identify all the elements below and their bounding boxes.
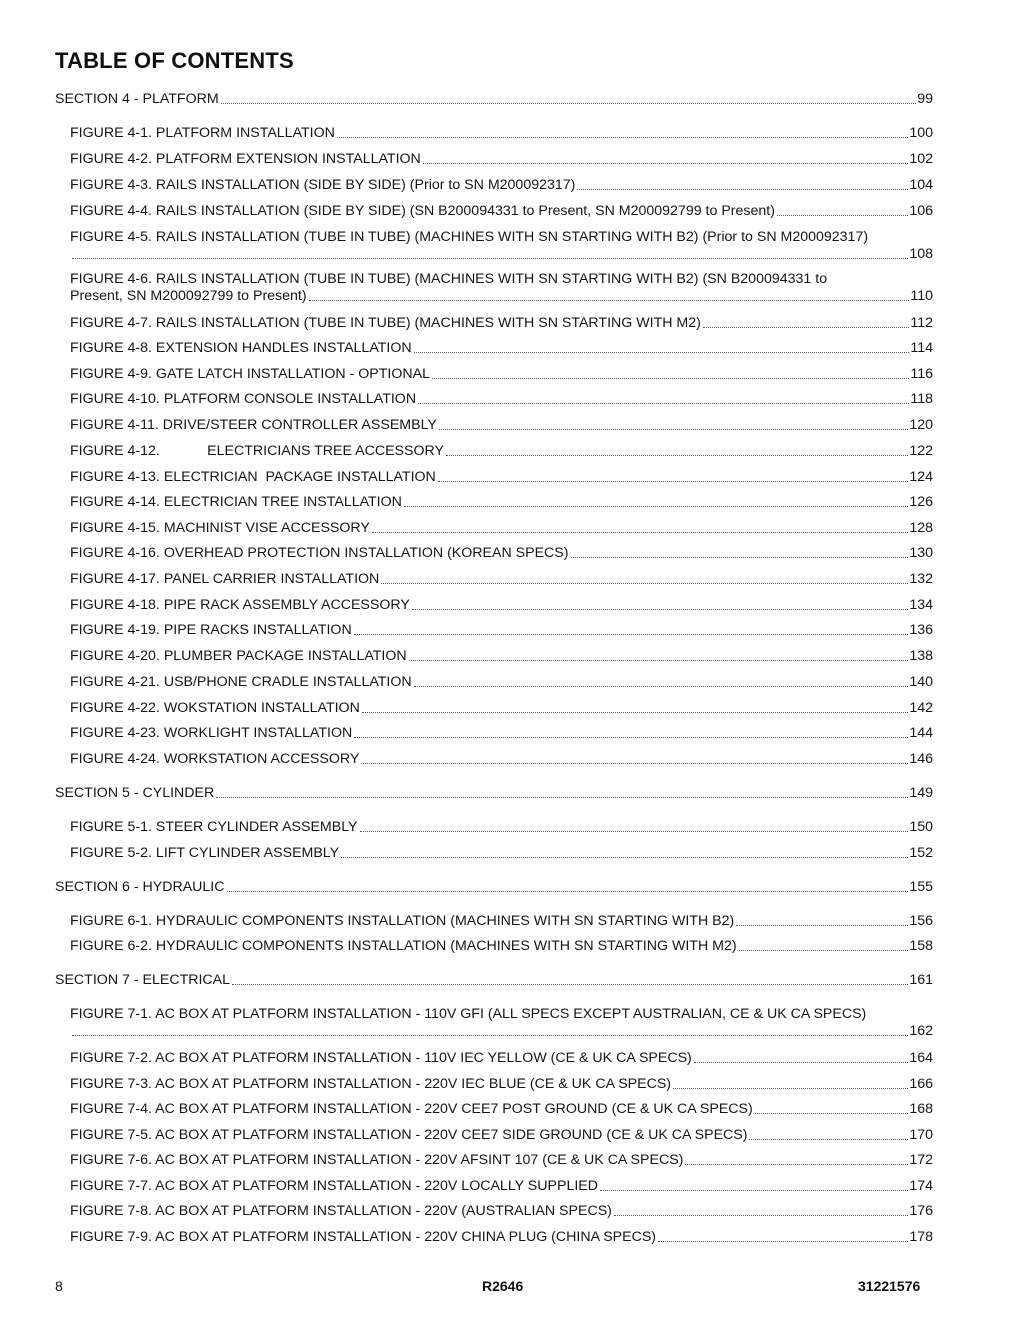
toc-entry-page-number: 174 xyxy=(909,1178,933,1194)
toc-figure-entry[interactable] xyxy=(70,340,933,357)
footer-page-number: 8 xyxy=(55,1278,63,1294)
toc-entry-page-number: 162 xyxy=(909,1023,933,1039)
toc-entry-title: FIGURE 7-8. AC BOX AT PLATFORM INSTALLATION - 220V (AUSTRALIAN SPECS) xyxy=(70,1203,612,1219)
dot-leader xyxy=(658,1240,908,1242)
dot-leader xyxy=(694,1061,909,1063)
toc-entry-title-continued: Present, SN M200092799 to Present) xyxy=(70,288,307,304)
toc-entry-page-number: 130 xyxy=(909,545,933,561)
toc-figure-entry[interactable] xyxy=(70,203,933,220)
toc-entry-page-number: 140 xyxy=(909,674,933,690)
toc-figure-entry[interactable] xyxy=(70,545,933,562)
toc-figure-entry[interactable] xyxy=(70,1203,933,1220)
toc-entry-page-number: 132 xyxy=(909,571,933,587)
toc-entry-title: FIGURE 4-24. WORKSTATION ACCESSORY xyxy=(70,751,360,767)
dot-leader xyxy=(446,454,908,456)
toc-entry-page-number: 106 xyxy=(909,203,933,219)
toc-figure-entry[interactable] xyxy=(70,391,933,408)
toc-figure-entry[interactable] xyxy=(70,229,933,263)
toc-figure-entry[interactable] xyxy=(70,1101,933,1118)
toc-entry-page-number: 149 xyxy=(909,785,933,801)
toc-entry-page-number: 102 xyxy=(909,151,933,167)
toc-entry-title: SECTION 5 - CYLINDER xyxy=(55,785,215,801)
toc-entry-title: FIGURE 5-2. LIFT CYLINDER ASSEMBLY xyxy=(70,845,340,861)
toc-entry-page-number: 144 xyxy=(909,725,933,741)
toc-entry-continuation-line xyxy=(70,1023,933,1040)
toc-figure-entry[interactable] xyxy=(70,1229,933,1246)
toc-entry-title: FIGURE 6-1. HYDRAULIC COMPONENTS INSTALLATION (MACHINES WITH SN STARTING WITH B2) xyxy=(70,913,735,929)
toc-figure-entry[interactable] xyxy=(70,622,933,639)
toc-entry-title: FIGURE 4-23. WORKLIGHT INSTALLATION xyxy=(70,725,353,741)
toc-entry-page-number: 152 xyxy=(909,845,933,861)
toc-entry-title: FIGURE 4-7. RAILS INSTALLATION (TUBE IN TUBE) (MACHINES WITH SN STARTING WITH M2) xyxy=(70,315,701,331)
toc-section-entry[interactable] xyxy=(55,879,933,896)
dot-leader xyxy=(739,949,909,951)
dot-leader xyxy=(381,582,908,584)
toc-entry-title: FIGURE 4-3. RAILS INSTALLATION (SIDE BY SIDE) (Prior to SN M200092317) xyxy=(70,177,576,193)
toc-entry-title: FIGURE 4-15. MACHINIST VISE ACCESSORY xyxy=(70,520,370,536)
toc-figure-entry[interactable] xyxy=(70,494,933,511)
toc-figure-entry[interactable] xyxy=(70,913,933,930)
toc-entry-title: FIGURE 7-1. AC BOX AT PLATFORM INSTALLATION - 110V GFI (ALL SPECS EXCEPT AUSTRALIAN, CE & UK CA SPECS) xyxy=(70,1006,867,1022)
toc-figure-entry[interactable] xyxy=(70,648,933,665)
dot-leader xyxy=(216,796,908,798)
toc-entry-page-number: 110 xyxy=(910,288,933,304)
toc-entry-page-number: 122 xyxy=(909,443,933,459)
dot-leader xyxy=(354,736,908,738)
toc-entry-page-number: 114 xyxy=(910,340,933,356)
dot-leader xyxy=(577,188,908,190)
dot-leader xyxy=(227,890,909,892)
toc-figure-entry[interactable] xyxy=(70,520,933,537)
toc-entry-page-number: 161 xyxy=(909,972,933,988)
toc-entry-title: FIGURE 4-1. PLATFORM INSTALLATION xyxy=(70,125,335,141)
toc-figure-entry[interactable] xyxy=(70,125,933,142)
dot-leader xyxy=(571,556,909,558)
toc-entry-page-number: 176 xyxy=(909,1203,933,1219)
toc-entry-page-number: 136 xyxy=(909,622,933,638)
dot-leader xyxy=(673,1087,908,1089)
toc-entry-title: FIGURE 4-20. PLUMBER PACKAGE INSTALLATION xyxy=(70,648,407,664)
toc-entry-title: FIGURE 7-7. AC BOX AT PLATFORM INSTALLATION - 220V LOCALLY SUPPLIED xyxy=(70,1178,598,1194)
page-title: TABLE OF CONTENTS xyxy=(55,48,294,73)
toc-figure-entry[interactable] xyxy=(70,177,933,194)
dot-leader xyxy=(600,1189,908,1191)
dot-leader xyxy=(749,1138,908,1140)
dot-leader xyxy=(755,1112,909,1114)
toc-figure-entry[interactable] xyxy=(70,819,933,836)
dot-leader xyxy=(432,377,909,379)
toc-entry-title: FIGURE 4-8. EXTENSION HANDLES INSTALLATION xyxy=(70,340,412,356)
toc-entry-title: FIGURE 6-2. HYDRAULIC COMPONENTS INSTALLATION (MACHINES WITH SN STARTING WITH M2) xyxy=(70,938,737,954)
toc-figure-entry[interactable] xyxy=(70,443,933,460)
toc-entry-title: FIGURE 4-22. WOKSTATION INSTALLATION xyxy=(70,700,360,716)
dot-leader xyxy=(418,402,909,404)
dot-leader xyxy=(341,856,908,858)
dot-leader xyxy=(354,633,909,635)
toc-entry-title: FIGURE 4-2. PLATFORM EXTENSION INSTALLATION xyxy=(70,151,421,167)
toc-entry-title: FIGURE 4-11. DRIVE/STEER CONTROLLER ASSEMBLY xyxy=(70,417,437,433)
toc-figure-entry[interactable] xyxy=(70,315,933,332)
toc-entry-title: FIGURE 4-16. OVERHEAD PROTECTION INSTALLATION (KOREAN SPECS) xyxy=(70,545,569,561)
toc-entry-title: FIGURE 7-6. AC BOX AT PLATFORM INSTALLATION - 220V AFSINT 107 (CE & UK CA SPECS) xyxy=(70,1152,684,1168)
dot-leader xyxy=(72,1034,908,1036)
toc-entry-page-number: 150 xyxy=(909,819,933,835)
toc-section-entry[interactable] xyxy=(55,972,933,989)
toc-figure-entry[interactable] xyxy=(70,271,933,305)
toc-figure-entry[interactable] xyxy=(70,597,933,614)
dot-leader xyxy=(703,326,910,328)
dot-leader xyxy=(438,480,909,482)
toc-entry-page-number: 120 xyxy=(909,417,933,433)
toc-section-entry[interactable] xyxy=(55,785,933,802)
toc-figure-entry[interactable] xyxy=(70,1178,933,1195)
toc-figure-entry[interactable] xyxy=(70,1127,933,1144)
dot-leader xyxy=(439,428,908,430)
toc-entry-title: FIGURE 4-6. RAILS INSTALLATION (TUBE IN TUBE) (MACHINES WITH SN STARTING WITH B2) (SN B200094331 to xyxy=(70,271,828,287)
dot-leader xyxy=(409,659,909,661)
toc-entry-page-number: 172 xyxy=(909,1152,933,1168)
toc-entry-page-number: 112 xyxy=(910,315,933,331)
toc-figure-entry[interactable] xyxy=(70,469,933,486)
dot-leader xyxy=(309,299,910,301)
toc-figure-entry[interactable] xyxy=(70,1050,933,1067)
dot-leader xyxy=(414,351,910,353)
toc-entry-title: FIGURE 4-12. ELECTRICIANS TREE ACCESSORY xyxy=(70,443,444,459)
toc-entry-page-number: 142 xyxy=(909,700,933,716)
toc-section-entry[interactable] xyxy=(55,91,933,108)
dot-leader xyxy=(337,136,908,138)
toc-entry-page-number: 146 xyxy=(909,751,933,767)
toc-entry-page-number: 108 xyxy=(909,246,933,262)
footer-doc-code: R2646 xyxy=(482,1278,524,1294)
dot-leader xyxy=(361,762,908,764)
toc-figure-entry[interactable] xyxy=(70,1006,933,1040)
dot-leader xyxy=(412,608,908,610)
toc-entry-title: FIGURE 7-3. AC BOX AT PLATFORM INSTALLATION - 220V IEC BLUE (CE & UK CA SPECS) xyxy=(70,1076,672,1092)
toc-entry-page-number: 138 xyxy=(909,648,933,664)
toc-entry-page-number: 128 xyxy=(909,520,933,536)
dot-leader xyxy=(736,924,908,926)
toc-entry-title: FIGURE 5-1. STEER CYLINDER ASSEMBLY xyxy=(70,819,358,835)
dot-leader xyxy=(72,257,908,259)
dot-leader xyxy=(362,711,908,713)
toc-entry-title: FIGURE 7-4. AC BOX AT PLATFORM INSTALLATION - 220V CEE7 POST GROUND (CE & UK CA SPECS) xyxy=(70,1101,753,1117)
dot-leader xyxy=(414,685,909,687)
toc-entry-title: FIGURE 4-19. PIPE RACKS INSTALLATION xyxy=(70,622,352,638)
dot-leader xyxy=(221,102,917,104)
toc-entry-page-number: 156 xyxy=(909,913,933,929)
toc-figure-entry[interactable] xyxy=(70,751,933,768)
toc-entry-page-number: 124 xyxy=(909,469,933,485)
toc-entry-title: FIGURE 4-4. RAILS INSTALLATION (SIDE BY SIDE) (SN B200094331 to Present, SN M200092799 to Present) xyxy=(70,203,775,219)
toc-entry-continuation-line xyxy=(70,288,933,305)
toc-figure-entry[interactable] xyxy=(70,674,933,691)
dot-leader xyxy=(372,531,908,533)
toc-entry-page-number: 170 xyxy=(909,1127,933,1143)
toc-entry-page-number: 118 xyxy=(910,391,933,407)
toc-entry-page-number: 168 xyxy=(909,1101,933,1117)
toc-figure-entry[interactable] xyxy=(70,725,933,742)
dot-leader xyxy=(360,830,909,832)
toc-entry-title: SECTION 7 - ELECTRICAL xyxy=(55,972,231,988)
toc-entry-page-number: 158 xyxy=(909,938,933,954)
toc-entry-title: FIGURE 4-5. RAILS INSTALLATION (TUBE IN TUBE) (MACHINES WITH SN STARTING WITH B2) (Prior to SN M200092317) xyxy=(70,229,869,245)
toc-entry-title: FIGURE 4-13. ELECTRICIAN PACKAGE INSTALLATION xyxy=(70,469,436,485)
toc-entry-page-number: 126 xyxy=(909,494,933,510)
toc-entry-page-number: 100 xyxy=(909,125,933,141)
toc-entry-title: FIGURE 7-9. AC BOX AT PLATFORM INSTALLATION - 220V CHINA PLUG (CHINA SPECS) xyxy=(70,1229,657,1245)
toc-figure-entry[interactable] xyxy=(70,571,933,588)
dot-leader xyxy=(232,983,908,985)
toc-entry-title: FIGURE 4-10. PLATFORM CONSOLE INSTALLATION xyxy=(70,391,417,407)
dot-leader xyxy=(685,1163,908,1165)
dot-leader xyxy=(614,1214,908,1216)
toc-entry-continuation-line xyxy=(70,246,933,263)
toc-entry-page-number: 134 xyxy=(909,597,933,613)
toc-entry-title: FIGURE 4-17. PANEL CARRIER INSTALLATION xyxy=(70,571,380,587)
toc-entry-title: SECTION 6 - HYDRAULIC xyxy=(55,879,225,895)
toc-entry-title: FIGURE 4-21. USB/PHONE CRADLE INSTALLATION xyxy=(70,674,412,690)
toc-entry-page-number: 99 xyxy=(917,91,933,107)
dot-leader xyxy=(404,505,908,507)
footer-part-number: 31221576 xyxy=(858,1278,921,1294)
toc-figure-entry[interactable] xyxy=(70,417,933,434)
toc-entry-page-number: 116 xyxy=(910,366,933,382)
dot-leader xyxy=(423,162,909,164)
toc-figure-entry[interactable] xyxy=(70,366,933,383)
toc-entry-title: FIGURE 7-2. AC BOX AT PLATFORM INSTALLATION - 110V IEC YELLOW (CE & UK CA SPECS) xyxy=(70,1050,692,1066)
dot-leader xyxy=(777,214,908,216)
toc-figure-entry[interactable] xyxy=(70,151,933,168)
toc-figure-entry[interactable] xyxy=(70,938,933,955)
toc-figure-entry[interactable] xyxy=(70,1076,933,1093)
toc-entry-title: FIGURE 4-14. ELECTRICIAN TREE INSTALLATION xyxy=(70,494,402,510)
toc-entry-page-number: 166 xyxy=(909,1076,933,1092)
toc-entry-page-number: 164 xyxy=(909,1050,933,1066)
toc-figure-entry[interactable] xyxy=(70,845,933,862)
toc-entry-title: FIGURE 4-9. GATE LATCH INSTALLATION - OPTIONAL xyxy=(70,366,430,382)
toc-entry-title: FIGURE 4-18. PIPE RACK ASSEMBLY ACCESSORY xyxy=(70,597,410,613)
toc-entry-page-number: 178 xyxy=(909,1229,933,1245)
toc-entry-title: SECTION 4 - PLATFORM xyxy=(55,91,219,107)
toc-entry-title: FIGURE 7-5. AC BOX AT PLATFORM INSTALLATION - 220V CEE7 SIDE GROUND (CE & UK CA SPECS) xyxy=(70,1127,748,1143)
toc-entry-page-number: 155 xyxy=(909,879,933,895)
toc-figure-entry[interactable] xyxy=(70,1152,933,1169)
toc-figure-entry[interactable] xyxy=(70,700,933,717)
toc-entry-page-number: 104 xyxy=(909,177,933,193)
